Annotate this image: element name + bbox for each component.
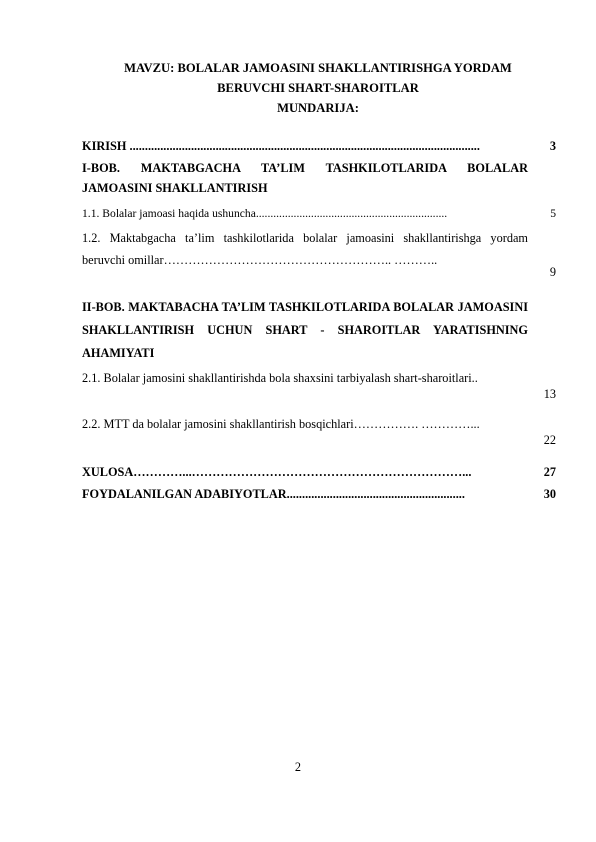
toc-entry-text: I-BOB. MAKTABGACHA TA’LIM TASHKILOTLARIDA BOLALAR JAMOASINI SHAKLLANTIRISH [82, 161, 528, 195]
toc-entry-page: 9 [549, 265, 556, 279]
toc-entry-text: KIRISH .................................................................................................................. [82, 139, 480, 153]
toc-entry-text: II-BOB. MAKTABACHA TA’LIM TASHKILOTLARIDA BOLALAR JAMOASINI SHAKLLANTIRISH UCHUN SHART - SHAROITLAR YARATISHNING AHAMIYATI [82, 300, 528, 360]
toc-entry-text: FOYDALANILGAN ADABIYOTLAR.......................................................... [82, 487, 465, 501]
title-heading-mundarija: MUNDARIJA: [277, 101, 359, 115]
toc-entry-text: 1.2. Maktabgacha ta’lim tashkilotlarida bolalar jamoasini shakllantirishga yordam beruvchi omillar……………………………………………….. ……….. [82, 231, 528, 267]
toc-entry-page: 22 [543, 433, 556, 447]
toc-entry-text: 2.2. MTT da bolalar jamosini shakllantirish bosqichlari……………. …………... [82, 417, 480, 431]
toc-entry-page: 3 [549, 139, 556, 153]
title-line-2: BERUVCHI SHART-SHAROITLAR [217, 81, 419, 95]
toc-entry-page: 5 [550, 207, 556, 220]
document-title [80, 58, 556, 118]
toc-entry-page: 30 [543, 487, 556, 501]
toc-entry-text: XULOSA…………...…………………………………………………………... [82, 465, 472, 479]
toc-entry-page: 27 [543, 465, 556, 479]
toc-entry-text: 1.1. Bolalar jamoasi haqida ushuncha.................................................................. [82, 207, 448, 220]
title-line-1: MAVZU: BOLALAR JAMOASINI SHAKLLANTIRISHGA YORDAM [124, 61, 512, 75]
page-number: 2 [294, 760, 302, 774]
toc-entry-text: 2.1. Bolalar jamosini shakllantirishda bola shaxsini tarbiyalash shart-sharoitlari.. [82, 371, 478, 385]
toc-entry-page: 13 [543, 387, 556, 401]
